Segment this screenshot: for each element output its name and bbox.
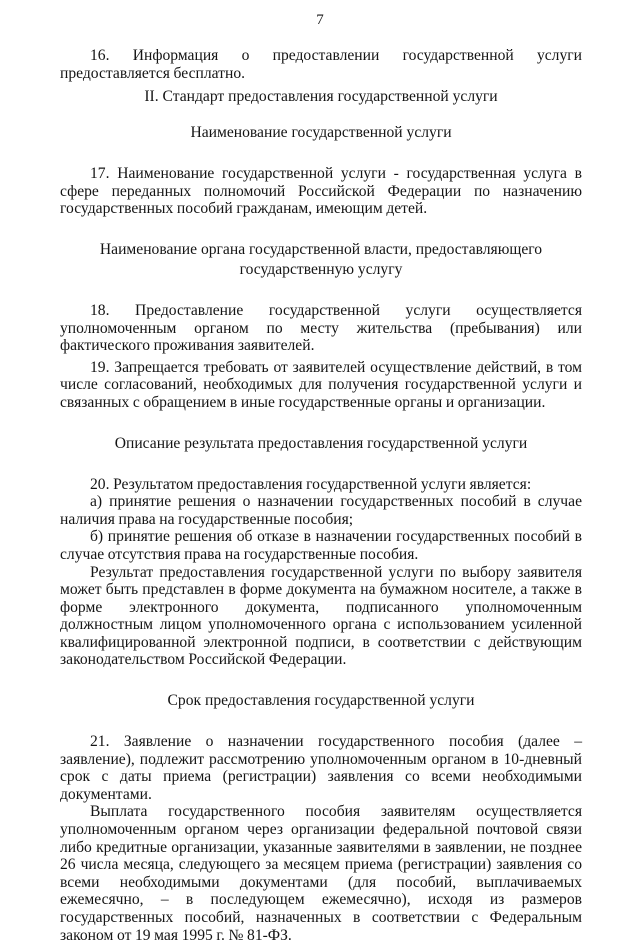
heading-result: Описание результата предоставления государственной услуги	[114, 434, 528, 452]
document-body	[60, 47, 582, 944]
paragraph-21: 21. Заявление о назначении государственного пособия (далее – заявление), подлежит рассмотрению уполномоченным органом в 10-дневный срок с даты приема (регистрации) заявления со всеми необходимыми документами.	[60, 733, 582, 803]
paragraph-20-a: а) принятие решения о назначении государственных пособий в случае наличия права на государственные пособия;	[60, 493, 582, 528]
section-title: II. Стандарт предоставления государственной услуги	[144, 88, 498, 106]
paragraph-16: 16. Информация о предоставлении государственной услуги предоставляется бесплатно.	[60, 47, 582, 82]
paragraph-result-form: Результат предоставления государственной услуги по выбору заявителя может быть представлен в форме документа на бумажном носителе, а также в форме электронного документа, подписанного уполномоченным должностным лицом уполномоченного органа с использованием усиленной квалифицированной электронной подписи, в соответствии с действующим законодательством Российской Федерации.	[60, 563, 582, 669]
paragraph-payment: Выплата государственного пособия заявителям осуществляется уполномоченным органом через организации федеральной почтовой связи либо кредитные организации, указанные заявителями в заявлении, не позднее 26 числа месяца, следующего за месяцем приема (регистрации) заявления со всеми необходимыми документами (для пособий, выплачиваемых ежемесячно, – в последующем ежемесячно), исходя из размеров государственных пособий, назначенных в соответствии с Федеральным законом от 19 мая 1995 г. № 81-ФЗ.	[60, 803, 582, 944]
paragraph-19: 19. Запрещается требовать от заявителей осуществление действий, в том числе согласований, необходимых для получения государственной услуги и связанных с обращением в иные государственные органы и организации.	[60, 358, 582, 411]
heading-term: Срок предоставления государственной услуги	[167, 692, 475, 710]
heading-service-name: Наименование государственной услуги	[190, 124, 452, 142]
page-number: 7	[316, 12, 324, 28]
paragraph-18: 18. Предоставление государственной услуги осуществляется уполномоченным органом по месту жительства (пребывания) или фактического проживания заявителей.	[60, 301, 582, 355]
paragraph-20: 20. Результатом предоставления государственной услуги является:	[90, 475, 532, 493]
heading-authority: Наименование органа государственной власти, предоставляющего государственную услугу	[99, 240, 543, 278]
paragraph-17: 17. Наименование государственной услуги - государственная услуга в сфере переданных полномочий Российской Федерации по назначению государственных пособий гражданам, имеющим детей.	[60, 165, 582, 218]
paragraph-20-b: б) принятие решения об отказе в назначении государственных пособий в случае отсутствия права на государственные пособия.	[60, 528, 582, 563]
